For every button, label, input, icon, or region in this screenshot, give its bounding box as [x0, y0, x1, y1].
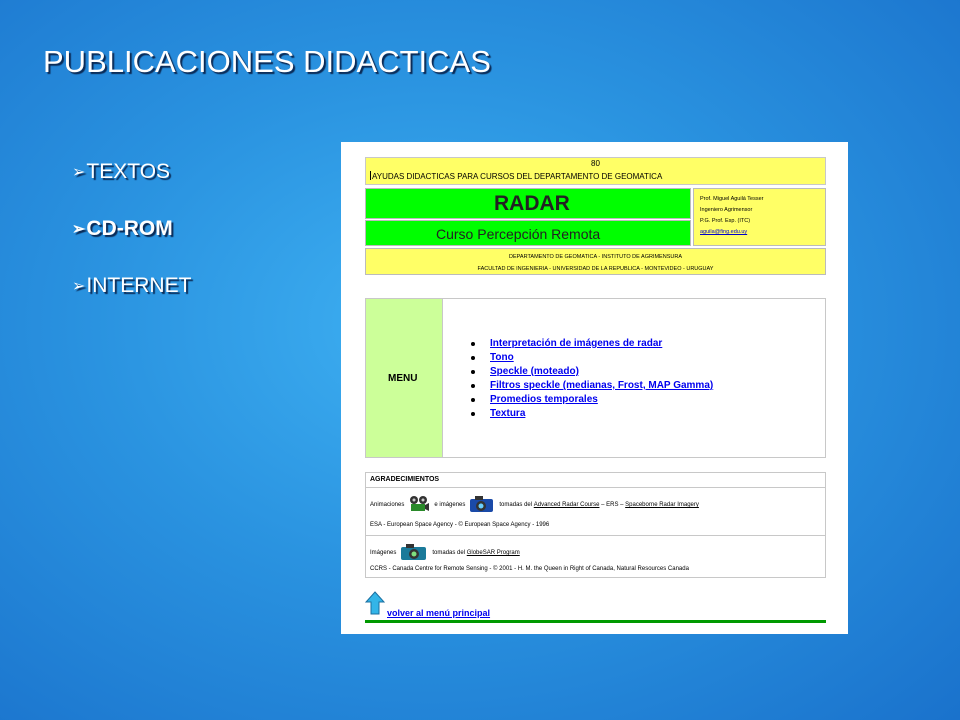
menu-table: [365, 298, 826, 458]
menu-item-tono[interactable]: [471, 351, 713, 365]
menu-item-promedios[interactable]: [471, 393, 713, 407]
acknowledgements-table: [365, 472, 826, 578]
ack-ccrs-credit: CCRS - Canada Centre for Remote Sensing - © 2001 - H. M. the Queen in Right of Canada, Natural Resources Canada: [370, 566, 689, 572]
bullet-label: CD-ROM: [86, 217, 173, 240]
author-degree: Ingeniero Agrimensor: [700, 207, 753, 213]
menu-label: MENU: [388, 373, 418, 384]
ack-animaciones: Animaciones: [370, 502, 405, 508]
page-number: 80: [591, 159, 600, 168]
course-block: [365, 188, 826, 246]
bullet-textos: [72, 158, 191, 186]
bullet-label: INTERNET: [86, 274, 192, 297]
back-to-menu[interactable]: [365, 591, 490, 620]
menu-item-label[interactable]: Filtros speckle (medianas, Frost, MAP Gamma): [490, 380, 714, 391]
department-banner: [365, 248, 826, 275]
course-subtitle-cell: [365, 220, 691, 246]
author-name: Prof. Miguel Aguilá Tesser: [700, 196, 764, 202]
camera-icon: [469, 495, 495, 515]
menu-list: [471, 337, 713, 421]
ack-separator: [366, 535, 825, 536]
author-cell: [693, 188, 826, 246]
menu-item-label[interactable]: Promedios temporales: [490, 394, 598, 405]
menu-item-label[interactable]: Textura: [490, 408, 526, 419]
course-title: RADAR: [494, 192, 570, 215]
ack-row-2: [370, 543, 520, 563]
arrow-bullet-icon: ➢: [72, 278, 86, 295]
embedded-web-screenshot: [341, 142, 848, 634]
course-subtitle: Curso Percepción Remota: [436, 226, 601, 242]
camera-icon: [400, 543, 428, 563]
ack-row-1: [370, 495, 699, 515]
bullet-dot-icon: [471, 398, 475, 402]
department-line-1: DEPARTAMENTO DE GEOMATICA - INSTITUTO DE AGRIMENSURA: [509, 254, 682, 260]
menu-item-speckle[interactable]: [471, 365, 713, 379]
bullet-internet: [72, 272, 191, 300]
bullet-dot-icon: [471, 384, 475, 388]
menu-item-label[interactable]: Interpretación de imágenes de radar: [490, 338, 663, 349]
arrow-bullet-icon: ➢: [72, 164, 86, 181]
department-line-2: FACULTAD DE INGENIERIA - UNIVERSIDAD DE LA REPUBLICA - MONTEVIDEO - URUGUAY: [477, 266, 714, 272]
film-camera-icon: [408, 495, 430, 515]
menu-label-cell: [366, 299, 443, 457]
footer-divider: [365, 620, 826, 623]
ack-imagenes-2: Imágenes: [370, 550, 397, 556]
back-link[interactable]: volver al menú principal: [387, 608, 491, 618]
ack-ers: – ERS –: [601, 502, 624, 508]
bullet-label: TEXTOS: [86, 160, 171, 183]
ack-tomadas: tomadas del: [499, 502, 533, 508]
header-text: AYUDAS DIDACTICAS PARA CURSOS DEL DEPARTAMENTO DE GEOMATICA: [372, 172, 663, 181]
ack-advanced-radar-course: Advanced Radar Course: [533, 502, 600, 508]
text-cursor-icon: [370, 171, 371, 180]
menu-item-filtros[interactable]: [471, 379, 713, 393]
acknowledgements-title: AGRADECIMIENTOS: [366, 473, 825, 488]
course-title-cell: [365, 188, 691, 219]
header-banner: [365, 157, 826, 185]
ack-globesar: GlobeSAR Program: [466, 550, 520, 556]
bullet-dot-icon: [471, 342, 475, 346]
up-arrow-icon[interactable]: [365, 591, 385, 620]
bullet-dot-icon: [471, 356, 475, 360]
ack-tomadas-2: tomadas del: [432, 550, 466, 556]
menu-item-textura[interactable]: [471, 407, 713, 421]
author-postgrad: P.G. Prof. Esp. (ITC): [700, 218, 751, 224]
bullet-cd-rom: [72, 215, 191, 243]
slide-title: PUBLICACIONES DIDACTICAS: [43, 44, 491, 79]
header-text-wrap: [370, 171, 662, 181]
ack-esa-credit: ESA - European Space Agency - © European Space Agency - 1996: [370, 522, 550, 528]
author-email-link[interactable]: aguila@fing.edu.uy: [700, 229, 748, 235]
menu-item-label[interactable]: Tono: [490, 352, 514, 363]
menu-item-label[interactable]: Speckle (moteado): [490, 366, 579, 377]
bullet-dot-icon: [471, 370, 475, 374]
bullet-dot-icon: [471, 412, 475, 416]
ack-spaceborne: Spaceborne Radar Imagery: [625, 502, 699, 508]
arrow-bullet-icon: ➢: [72, 221, 86, 238]
bullet-list: [72, 158, 191, 329]
menu-item-interpretacion[interactable]: [471, 337, 713, 351]
ack-imagenes: e imágenes: [434, 502, 466, 508]
